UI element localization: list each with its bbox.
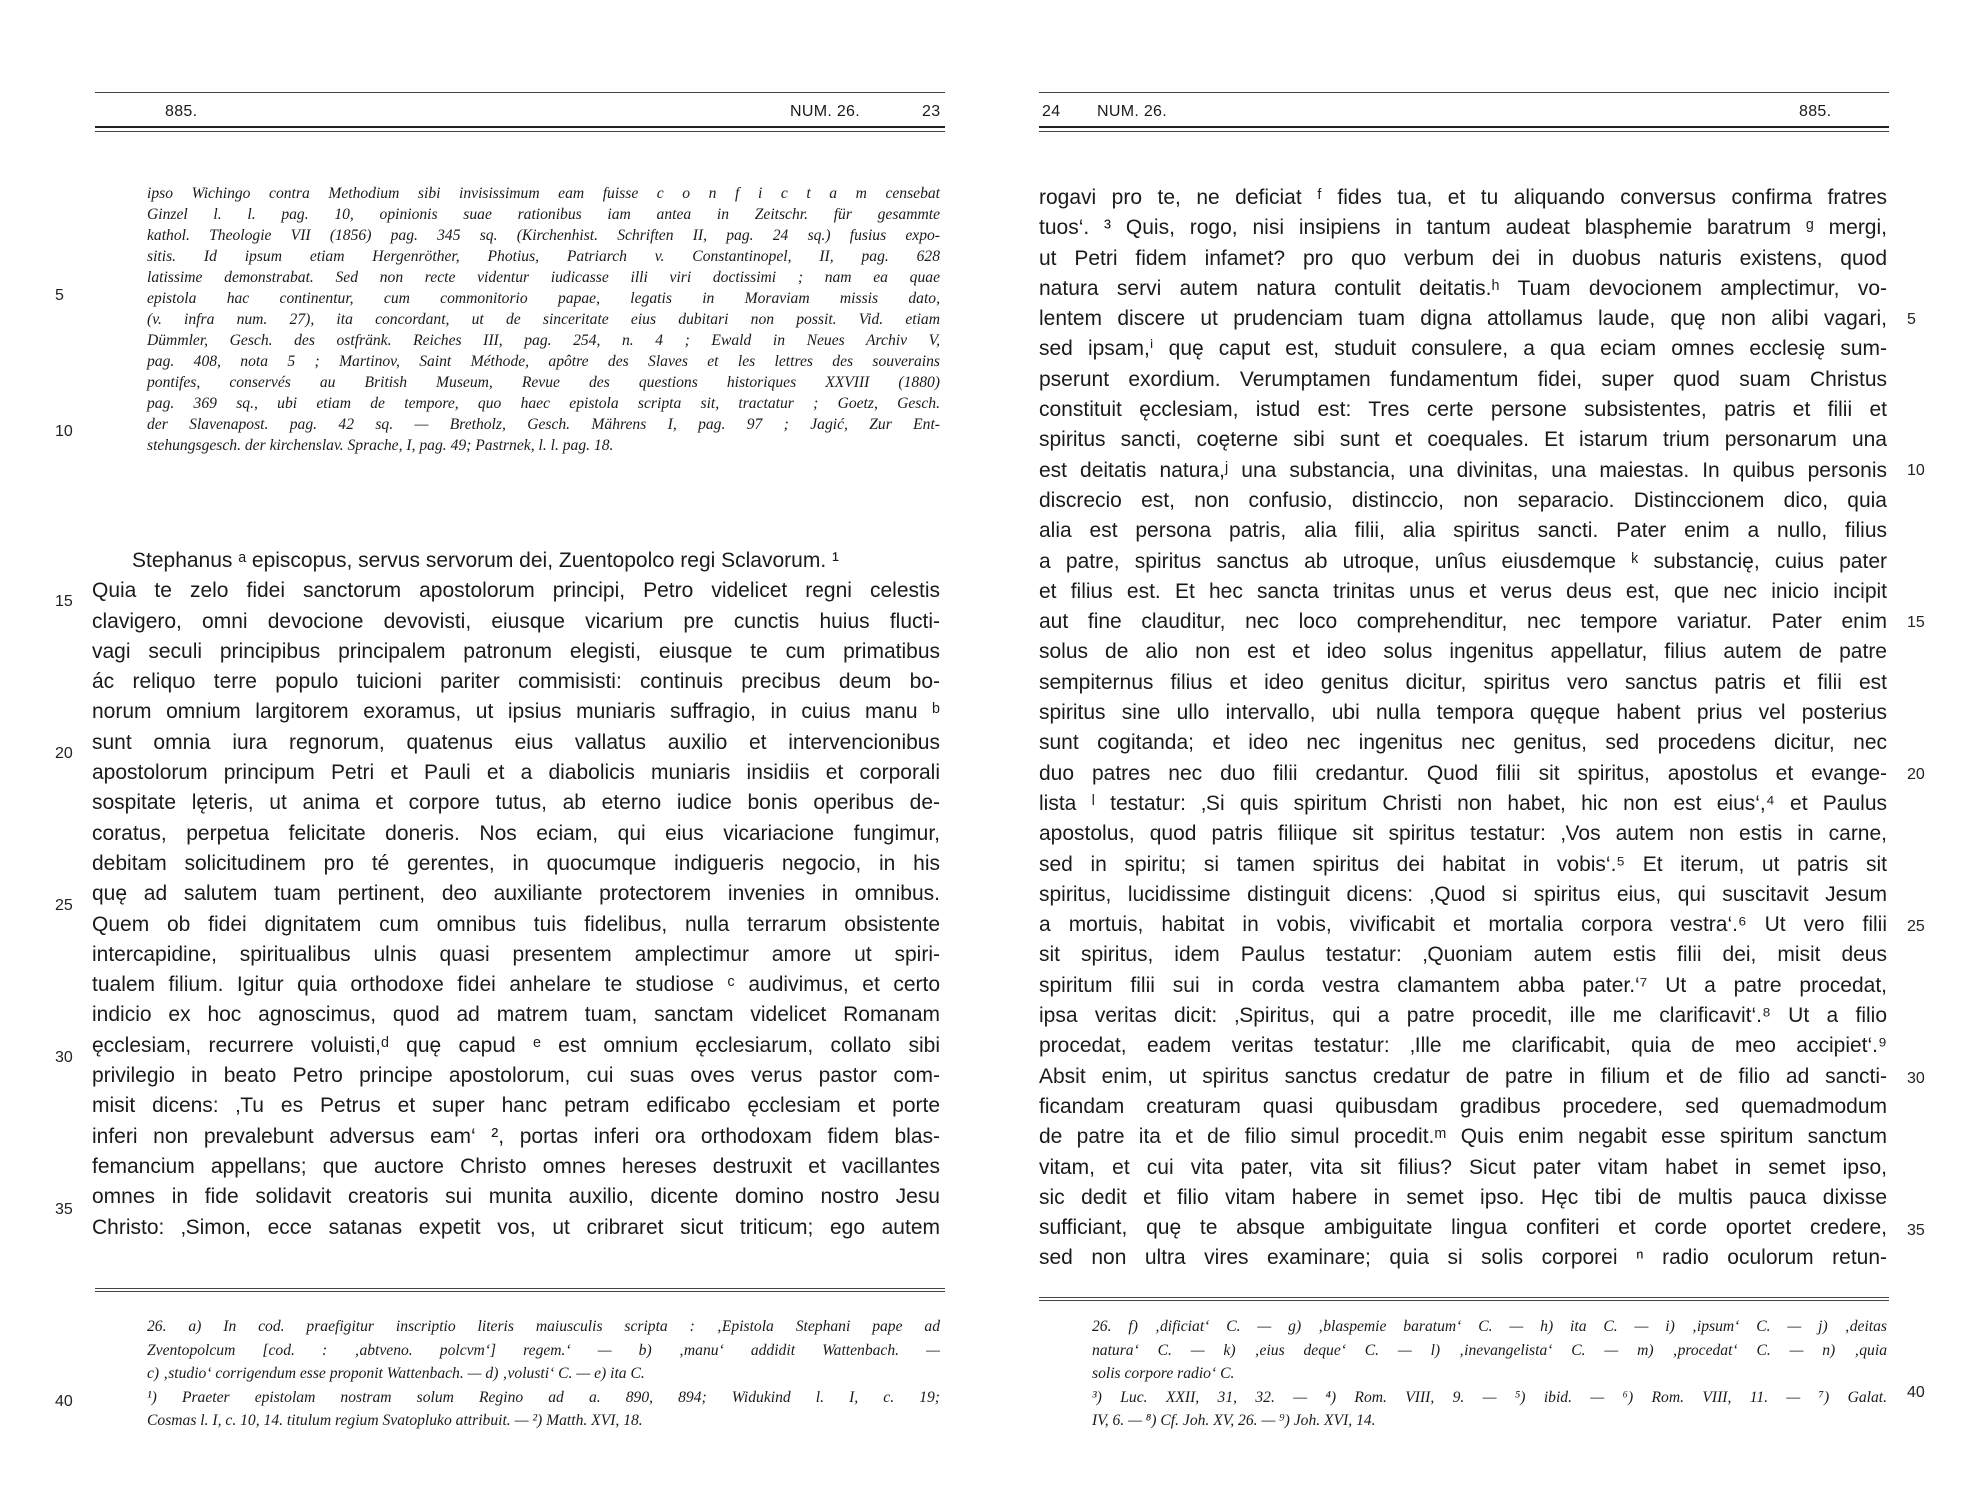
text-line: ficandam creaturam quasi quibusdam gradibus procedere, sed quemadmodum [1039,1094,1887,1118]
footnotes [1092,1315,1887,1433]
text-line: ut Petri fidem infamet? pro quo verbum dei in duobus naturis existens, quod [1039,246,1887,270]
header-bottom-rule-2 [1039,131,1889,132]
text-line: coratus, perpetua felicitate doneris. Nos eciam, qui eius vicariacione fungimur, [92,821,940,845]
footnote-rule-2 [1039,1300,1889,1301]
text-line: apostolorum principum Petri et Pauli et a diabolicis muniaris insidiis et corporali [92,761,940,785]
header-page-ref: 885. [1799,103,1832,120]
intro-line: sitis. Id ipsum etiam Hergenröther, Photius, Patriarch v. Constantinopel, II, pag. 628 [147,248,940,265]
intro-line: pontifes, conservés au British Museum, Revue des questions historiques XXVIII (1880) [147,374,940,391]
footnote-line: Zventopolcum [cod. : ‚abtveno. polcvm‘] regem.‘ — b) ‚manu‘ addidit Wattenbach. — [147,1341,940,1359]
right-page [989,0,1978,1500]
header-page-number: 24 [1042,103,1061,120]
text-line: sed non ultra vires examinare; quia si solis corporei ⁿ radio oculorum retun- [1039,1246,1887,1270]
main-text [1039,183,1887,1274]
text-line: norum omnium largitorem exoramus, ut ipsius muniaris suffragio, in cuius manu ᵇ [92,700,940,724]
text-line: a mortuis, habitat in vobis, vivificabit et mortalia corpora vestra‘.⁶ Ut vero filii [1039,913,1887,937]
intro-line: epistola hac continentur, cum commonitorio papae, legatis in Moraviam missis dato, [147,290,940,307]
text-line: apostolus, quod patris filiique sit spiritus testatur: ‚Vos autem non estis in carne, [1039,822,1887,846]
line-number: 40 [55,1393,73,1410]
text-line: lista ˡ testatur: ‚Si quis spiritum Christi non habet, hic non est eius‘,⁴ et Paulus [1039,791,1887,815]
footnote-line: ¹) Praeter epistolam nostram solum Regino ad a. 890, 894; Widukind l. I, c. 19; [147,1388,940,1406]
line-number: 25 [1907,918,1925,935]
footnote-line: 26. a) In cod. praefigitur inscriptio literis maiusculis scripta : ‚Epistola Stephani pape ad [147,1318,940,1335]
text-line: debitam solicitudinem pro té gerentes, in quocumque indigueris negocio, in his [92,851,940,875]
text-line: ęcclesiam, recurrere voluisti,ᵈ quę capud ᵉ est omnium ęcclesiarum, collato sibi [92,1033,940,1057]
text-line: sed in spiritu; si tamen spiritus dei habitat in vobis‘.⁵ Et iterum, ut patris sit [1039,852,1887,876]
footnote-line: natura‘ C. — k) ‚eius deque‘ C. — l) ‚inevangelista‘ C. — m) ‚procedat‘ C. — n) ‚quia [1092,1341,1887,1359]
line-number: 5 [55,287,64,304]
intro-line: der Slavenapost. pag. 42 sq. — Bretholz, Gesch. Mährens I, pag. 97 ; Jagić, Zur Ent- [147,416,940,433]
intro-line: Dümmler, Gesch. des ostfränk. Reiches III, pag. 254, n. 4 ; Ewald in Neues Archiv V, [147,332,940,349]
text-line: pserunt exordium. Verumptamen fundamentum fidei, super quod suam Christus [1039,367,1887,391]
header-bottom-rule-2 [95,131,945,132]
intro-note [147,183,940,456]
footnote-rule [95,1288,945,1289]
text-line: Stephanus ᵃ episcopus, servus servorum dei, Zuentopolco regi Sclavorum. ¹ [132,549,839,572]
line-number: 10 [55,423,73,440]
footnotes [147,1315,940,1433]
line-number: 15 [55,593,73,610]
text-line: aut fine clauditur, nec loco comprehenditur, nec tempore variatur. Pater enim [1039,610,1887,634]
text-line: rogavi pro te, ne deficiat ᶠ fides tua, et tu aliquando conversus confirma fratres [1039,186,1887,209]
line-number: 10 [1907,462,1925,479]
text-line: ipsa veritas dicit: ‚Spiritus, qui a patre procedit, ille me clarificavit‘.⁸ Ut a filio [1039,1004,1887,1028]
text-line: spiritum filii sui in corda vestra clamantem abba pater.‘⁷ Ut a patre procedat, [1039,973,1887,997]
text-line: sunt cogitanda; et ideo nec ingenitus nec genitus, sed procedens dicitur, nec [1039,731,1887,755]
line-number: 20 [1907,766,1925,783]
header-section: NUM. 26. [790,103,860,120]
footnote-line: Cosmas l. I, c. 10, 14. titulum regium Svatopluko attribuit. — ²) Matth. XVI, 18. [147,1412,643,1429]
text-line: vagi seculi principibus principalem patronum elegisti, eiusque te cum primatibus [92,639,940,663]
text-line: vitam, et cui vita pater, vita sit filius? Sicut pater vitam habet in semet ipso, [1039,1155,1887,1179]
line-number: 25 [55,897,73,914]
text-line: discrecio est, non confusio, distinccio, non separacio. Distinccionem dico, quia [1039,488,1887,512]
text-line: alia est persona patris, alia filii, alia spiritus sancti. Pater enim a nullo, filius [1039,519,1887,543]
text-line: Christo: ‚Simon, ecce satanas expetit vos, ut cribraret sicut triticum; ego autem [92,1215,940,1239]
line-number: 15 [1907,614,1925,631]
text-line: est deitatis natura,ʲ una substancia, una divinitas, una maiestas. In quibus personis [1039,458,1887,482]
text-line: de patre ita et de filio simul procedit.ᵐ Quis enim negabit esse spiritum sanctum [1039,1125,1887,1149]
text-line: femancium appellans; que auctore Christo omnes hereses destruxit et vacillantes [92,1154,940,1178]
text-line: sit spiritus, idem Paulus testatur: ‚Quoniam autem estis filii dei, misit deus [1039,943,1887,967]
intro-line: latissime demonstrabat. Sed non recte videntur iudicasse illi viri doctissimi ; nam ea quae [147,269,940,286]
line-number: 40 [1907,1384,1925,1401]
text-line: sed ipsam,ⁱ quę caput est, studuit consulere, a qua eciam omnes ecclesię sum- [1039,337,1887,361]
header-page-number: 23 [922,103,941,120]
line-number: 20 [55,745,73,762]
text-line: constituit ęcclesiam, istud est: Tres certe persone subsistentes, patris et filii et [1039,398,1887,422]
header-bottom-rule [1039,126,1889,128]
line-number: 35 [55,1201,73,1218]
text-line: sufficiant, quę te absque ambiguitate lingua confiteri et corde oportet credere, [1039,1216,1887,1240]
text-line: tualem filium. Igitur quia orthodoxe fidei anhelare te studiose ᶜ audivimus, et certo [92,973,940,997]
footnote-line: c) ‚studio‘ corrigendum esse proponit Wattenbach. — d) ‚volusti‘ C. — e) ita C. [147,1365,645,1382]
footnote-line: solis corpore radio‘ C. [1092,1365,1235,1382]
main-text [92,546,940,1243]
intro-line: (v. infra num. 27), ita concordant, ut de sinceritate eius dubitari non possit. Vid. etiam [147,311,940,328]
header-page-ref: 885. [165,103,198,120]
text-line: omnes in fide solidavit creatoris sui munita auxilio, dicente domino nostro Jesu [92,1185,940,1209]
footnote-rule-2 [95,1291,945,1292]
text-line: ác reliquo terre populo tuicioni pariter commisisti: continuis precibus deum bo- [92,670,940,694]
text-line: sempiternus filius et ideo genitus dicitur, spiritus vero sanctus patris et filii est [1039,670,1887,694]
intro-line: ipso Wichingo contra Methodium sibi invisissimum eam fuisse c o n f i c t a m censebat [147,185,940,202]
intro-line: kathol. Theologie VII (1856) pag. 345 sq. (Kirchenhist. Schriften II, pag. 24 sq.) fusius expo- [147,227,940,244]
line-number: 5 [1907,311,1916,328]
text-line: quę ad salutem tuam pertinent, deo auxiliante protectorem invenies in omnibus. [92,882,940,906]
intro-line: pag. 369 sq., ubi etiam de tempore, quo haec epistola scripta sit, tractatur ; Goetz, Gesch. [147,395,940,412]
header-top-rule [95,92,945,93]
text-line: et filius est. Et hec sancta trinitas unus et verus deus est, que nec inicio incipit [1039,579,1887,603]
intro-line: Ginzel l. l. pag. 10, opinionis suae rationibus iam antea in Zeitschr. für gesammte [147,206,940,223]
text-line: spiritus sine ullo intervallo, ubi nulla tempora quęque habent prius vel posterius [1039,701,1887,725]
header-top-rule [1039,92,1889,93]
text-line: privilegio in beato Petro principe apostolorum, cui suas oves verus pastor com- [92,1064,940,1088]
text-line: a patre, spiritus sanctus ab utroque, unîus eiusdemque ᵏ substancię, cuius pater [1039,549,1887,573]
text-line: spiritus sancti, coęterne sibi sunt et coequales. Et istarum trium personarum una [1039,428,1887,452]
text-line: misit dicens: ‚Tu es Petrus et super hanc petram edificabo ęcclesiam et porte [92,1094,940,1118]
text-line: intercapidine, spiritualibus ulnis quasi presentem amplectimur amore ut spiri- [92,942,940,966]
line-number: 30 [55,1049,73,1066]
text-line: duo patres nec duo filii credantur. Quod filii sit spiritus, apostolus et evange- [1039,761,1887,785]
text-line: indicio ex hoc agnoscimus, quod ad matrem tuam, sanctam videlicet Romanam [92,1003,940,1027]
text-line: lentem discere ut prudenciam tuam digna attollamus laude, quę non alibi vagari, [1039,307,1887,331]
text-line: sospitate lęteris, ut anima et corpore tutus, ab eterno iudice bonis operibus de- [92,791,940,815]
text-line: Absit enim, ut spiritus sanctus credatur de patre in filium et de filio ad sancti- [1039,1064,1887,1088]
header-section: NUM. 26. [1097,103,1167,120]
line-number: 35 [1907,1222,1925,1239]
text-line: Quem ob fidei dignitatem cum omnibus tuis fidelibus, nulla terrarum obsistente [92,912,940,936]
text-line: procedat, eadem veritas testatur: ‚Ille me clarificabit, quia de meo accipiet‘.⁹ [1039,1034,1887,1058]
footnote-line: IV, 6. — ⁸) Cf. Joh. XV, 26. — ⁹) Joh. XVI, 14. [1092,1412,1376,1429]
text-line: inferi non prevalebunt adversus eam‘ ², portas inferi ora orthodoxam fidem blas- [92,1124,940,1148]
text-line: tuos‘. ³ Quis, rogo, nisi insipiens in tantum audeat blasphemie baratrum ᵍ mergi, [1039,216,1887,240]
text-line: sic dedit et filio vitam habere in semet ipso. Hęc tibi de multis pauca dixisse [1039,1185,1887,1209]
footnote-line: 26. f) ‚dificiat‘ C. — g) ‚blaspemie baratum‘ C. — h) ita C. — i) ‚ipsum‘ C. — j) ‚deitas [1092,1318,1887,1335]
text-line: solus de alio non est et ideo solus ingenitus appellatur, filius autem de patre [1039,640,1887,664]
line-number: 30 [1907,1070,1925,1087]
text-line: Quia te zelo fidei sanctorum apostolorum principi, Petro videlicet regni celestis [92,579,940,603]
text-line: spiritus, lucidissime distinguit dicens: ‚Quod si spiritus eius, qui suscitavit Jesum [1039,882,1887,906]
footnote-line: ³) Luc. XXII, 31, 32. — ⁴) Rom. VIII, 9. — ⁵) ibid. — ⁶) Rom. VIII, 11. — ⁷) Galat. [1092,1388,1887,1406]
intro-line: stehungsgesch. der kirchenslav. Sprache, I, pag. 49; Pastrnek, l. l. pag. 18. [147,437,614,454]
text-line: natura servi autem natura contulit deitatis.ʰ Tuam devocionem amplectimur, vo- [1039,276,1887,300]
footnote-rule [1039,1297,1889,1298]
text-line: clavigero, omni devocione devovisti, eiusque vicarium pre cunctis huius flucti- [92,609,940,633]
header-bottom-rule [95,126,945,128]
intro-line: pag. 408, nota 5 ; Martinov, Saint Méthode, apôtre des Slaves et les lettres des souverains [147,353,940,370]
text-line: sunt omnia iura regnorum, quatenus eius vallatus auxilio et intervencionibus [92,730,940,754]
